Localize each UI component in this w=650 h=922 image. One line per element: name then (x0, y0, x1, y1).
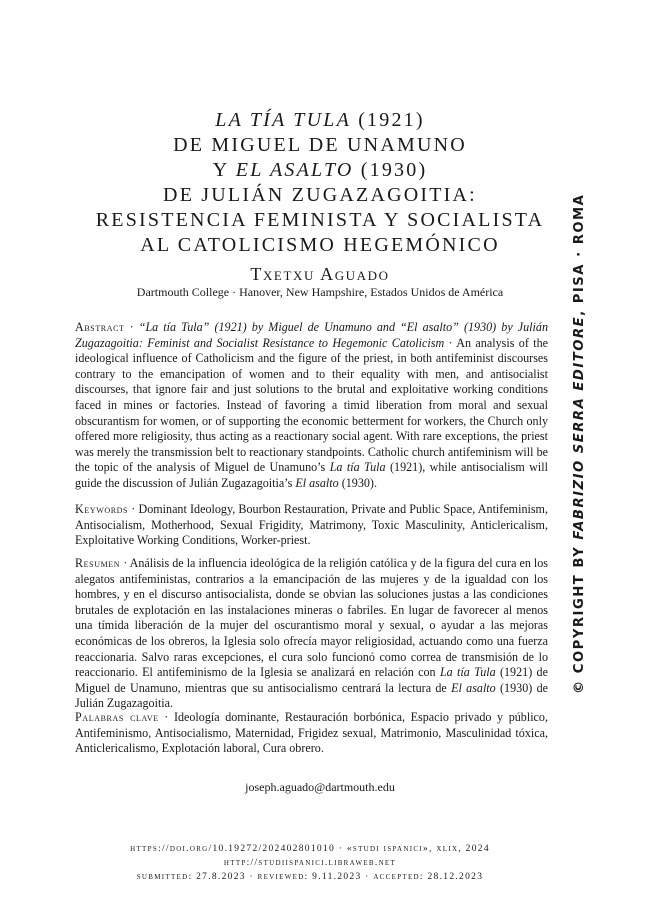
footer-doi-line[interactable]: https://doi.org/10.19272/202402801010 · «studi ispanici», xlix, 2024 (130, 844, 490, 854)
abstract-paragraph (75, 320, 548, 492)
author-email-link[interactable]: joseph.aguado@dartmouth.edu (245, 780, 395, 794)
abstract-text-1: · An analysis of the ideological influence of Catholicism and the figure of the priest, in both antifeminist discourses contrary to the emancipation of women and to their equality with men, and antisocialist discourses, that ignore fair and just solutions to the brutal and exploitative working conditions faced in mines or factories. Instead of favoring a timid liberation from moral and sexual obscurantism for women, or of supporting the economic betterment for workers, the Church only offered more religiosity, thus acting as a reactionary social agent. With rare exceptions, the priest was merely the transmission belt to reactionary standpoints. Catholic church antifeminism will be the topic of the analysis of Miguel de Unamuno’s (75, 335, 548, 475)
resumen-separator: · (120, 556, 130, 570)
article-title (60, 108, 580, 258)
title-line-2: DE MIGUEL DE UNAMUNO (173, 134, 467, 156)
title-year-2: (1930) (353, 159, 428, 181)
palabras-clave-label: Palabras clave (75, 710, 159, 724)
copyright-publisher: FABRIZIO SERRA EDITORE (572, 315, 587, 540)
copyright-notice (570, 193, 590, 694)
abstract-title: “La tía Tula” (1921) by Miguel de Unamuno and “El asalto” (1930) by Julián Zugazagoitia: Feminist and Socialist Resistance to Hegemonic Catolicism (75, 320, 549, 350)
title-work-2: EL ASALTO (235, 159, 354, 181)
palabras-clave-separator: · (158, 710, 174, 724)
abstract-label: Abstract (75, 320, 125, 334)
title-line-4: DE JULIÁN ZUGAZAGOITIA: (163, 184, 477, 206)
resumen-label: Resumen (75, 556, 121, 570)
abstract-text-3: (1930). (338, 475, 377, 490)
footer-website-link[interactable]: http://studiispanici.libraweb.net (223, 858, 397, 868)
footer-dates-line: submitted: 27.8.2023 · reviewed: 9.11.2023 · accepted: 28.12.2023 (136, 872, 484, 882)
resumen-text-2: (1921) de Miguel de Unamuno, mientras que su antisocialismo centrará la lectura de (75, 665, 548, 695)
abstract-work-2: El asalto (295, 475, 339, 490)
copyright-prefix: © COPYRIGHT BY (572, 539, 587, 694)
title-line-5: RESISTENCIA FEMINISTA Y SOCIALISTA (95, 209, 545, 231)
title-line-1 (60, 108, 580, 133)
palabras-clave-text: Ideología dominante, Restauración borbónica, Espacio privado y público, Antifeminismo, Antisocialismo, Maternidad, Frigidez sexual, Matrimonio, Masculinidad tóxica, Anticlericalismo, Explotación laboral, Cura obrero. (75, 710, 548, 756)
title-conj: Y (212, 159, 236, 181)
keywords-text: Dominant Ideology, Bourbon Restauration, Private and Public Space, Antifeminism, Antisocialism, Motherhood, Sexual Frigidity, Matrimony, Toxic Masculinity, Anticlericalism, Exploitative Working Conditions, Worker-priest. (75, 502, 548, 548)
title-year-1: (1921) (351, 109, 425, 131)
resumen-work-2: El asalto (451, 680, 496, 695)
abstract-separator: · (124, 320, 139, 334)
author-affiliation: Dartmouth College · Hanover, New Hampshire, Estados Unidos de América (136, 285, 504, 299)
resumen-paragraph (75, 556, 548, 712)
resumen-work-1: La tía Tula (439, 665, 496, 680)
title-line-6: AL CATOLICISMO HEGEMÓNICO (140, 234, 500, 256)
title-line-3 (60, 158, 580, 183)
author-name: Txetxu Aguado (250, 264, 390, 284)
keywords-label: Keywords (75, 502, 129, 516)
keywords-separator: · (128, 502, 139, 516)
resumen-text-1: Análisis de la influencia ideológica de la religión católica y de la figura del cura en los alegatos antifeministas, contrarios a la emancipación de las mujeres y de la igualdad con los hombres, y en el discurso antisocialista, donde se obvian las soluciones justas a las condiciones brutales de explotación en las instalaciones mineras o fabriles. En lugar de favorecer al menos una tímida liberación de la mujer del oscurantismo moral y sexual, o ayudar a las mejoras económicas de los obreros, la Iglesia solo ofrecía mayor religiosidad, actuando como una fuerza reaccionaria. Salvo raras excepciones, el cura solo funcionó como correa de transmisión de lo reaccionario. El antifeminismo de la Iglesia se analizará en relación con (75, 556, 549, 680)
palabras-clave-paragraph (75, 710, 548, 757)
resumen-text-3: (1930) de Julián Zugazagoitia. (75, 680, 548, 711)
keywords-paragraph (75, 502, 548, 549)
abstract-text-2: (1921), while antisocialism will guide the discussion of Julián Zugazagoitia’s (75, 460, 548, 490)
abstract-work-1: La tía Tula (329, 460, 386, 475)
title-work-1: LA TÍA TULA (215, 109, 351, 131)
copyright-location: , PISA · ROMA (572, 193, 587, 316)
